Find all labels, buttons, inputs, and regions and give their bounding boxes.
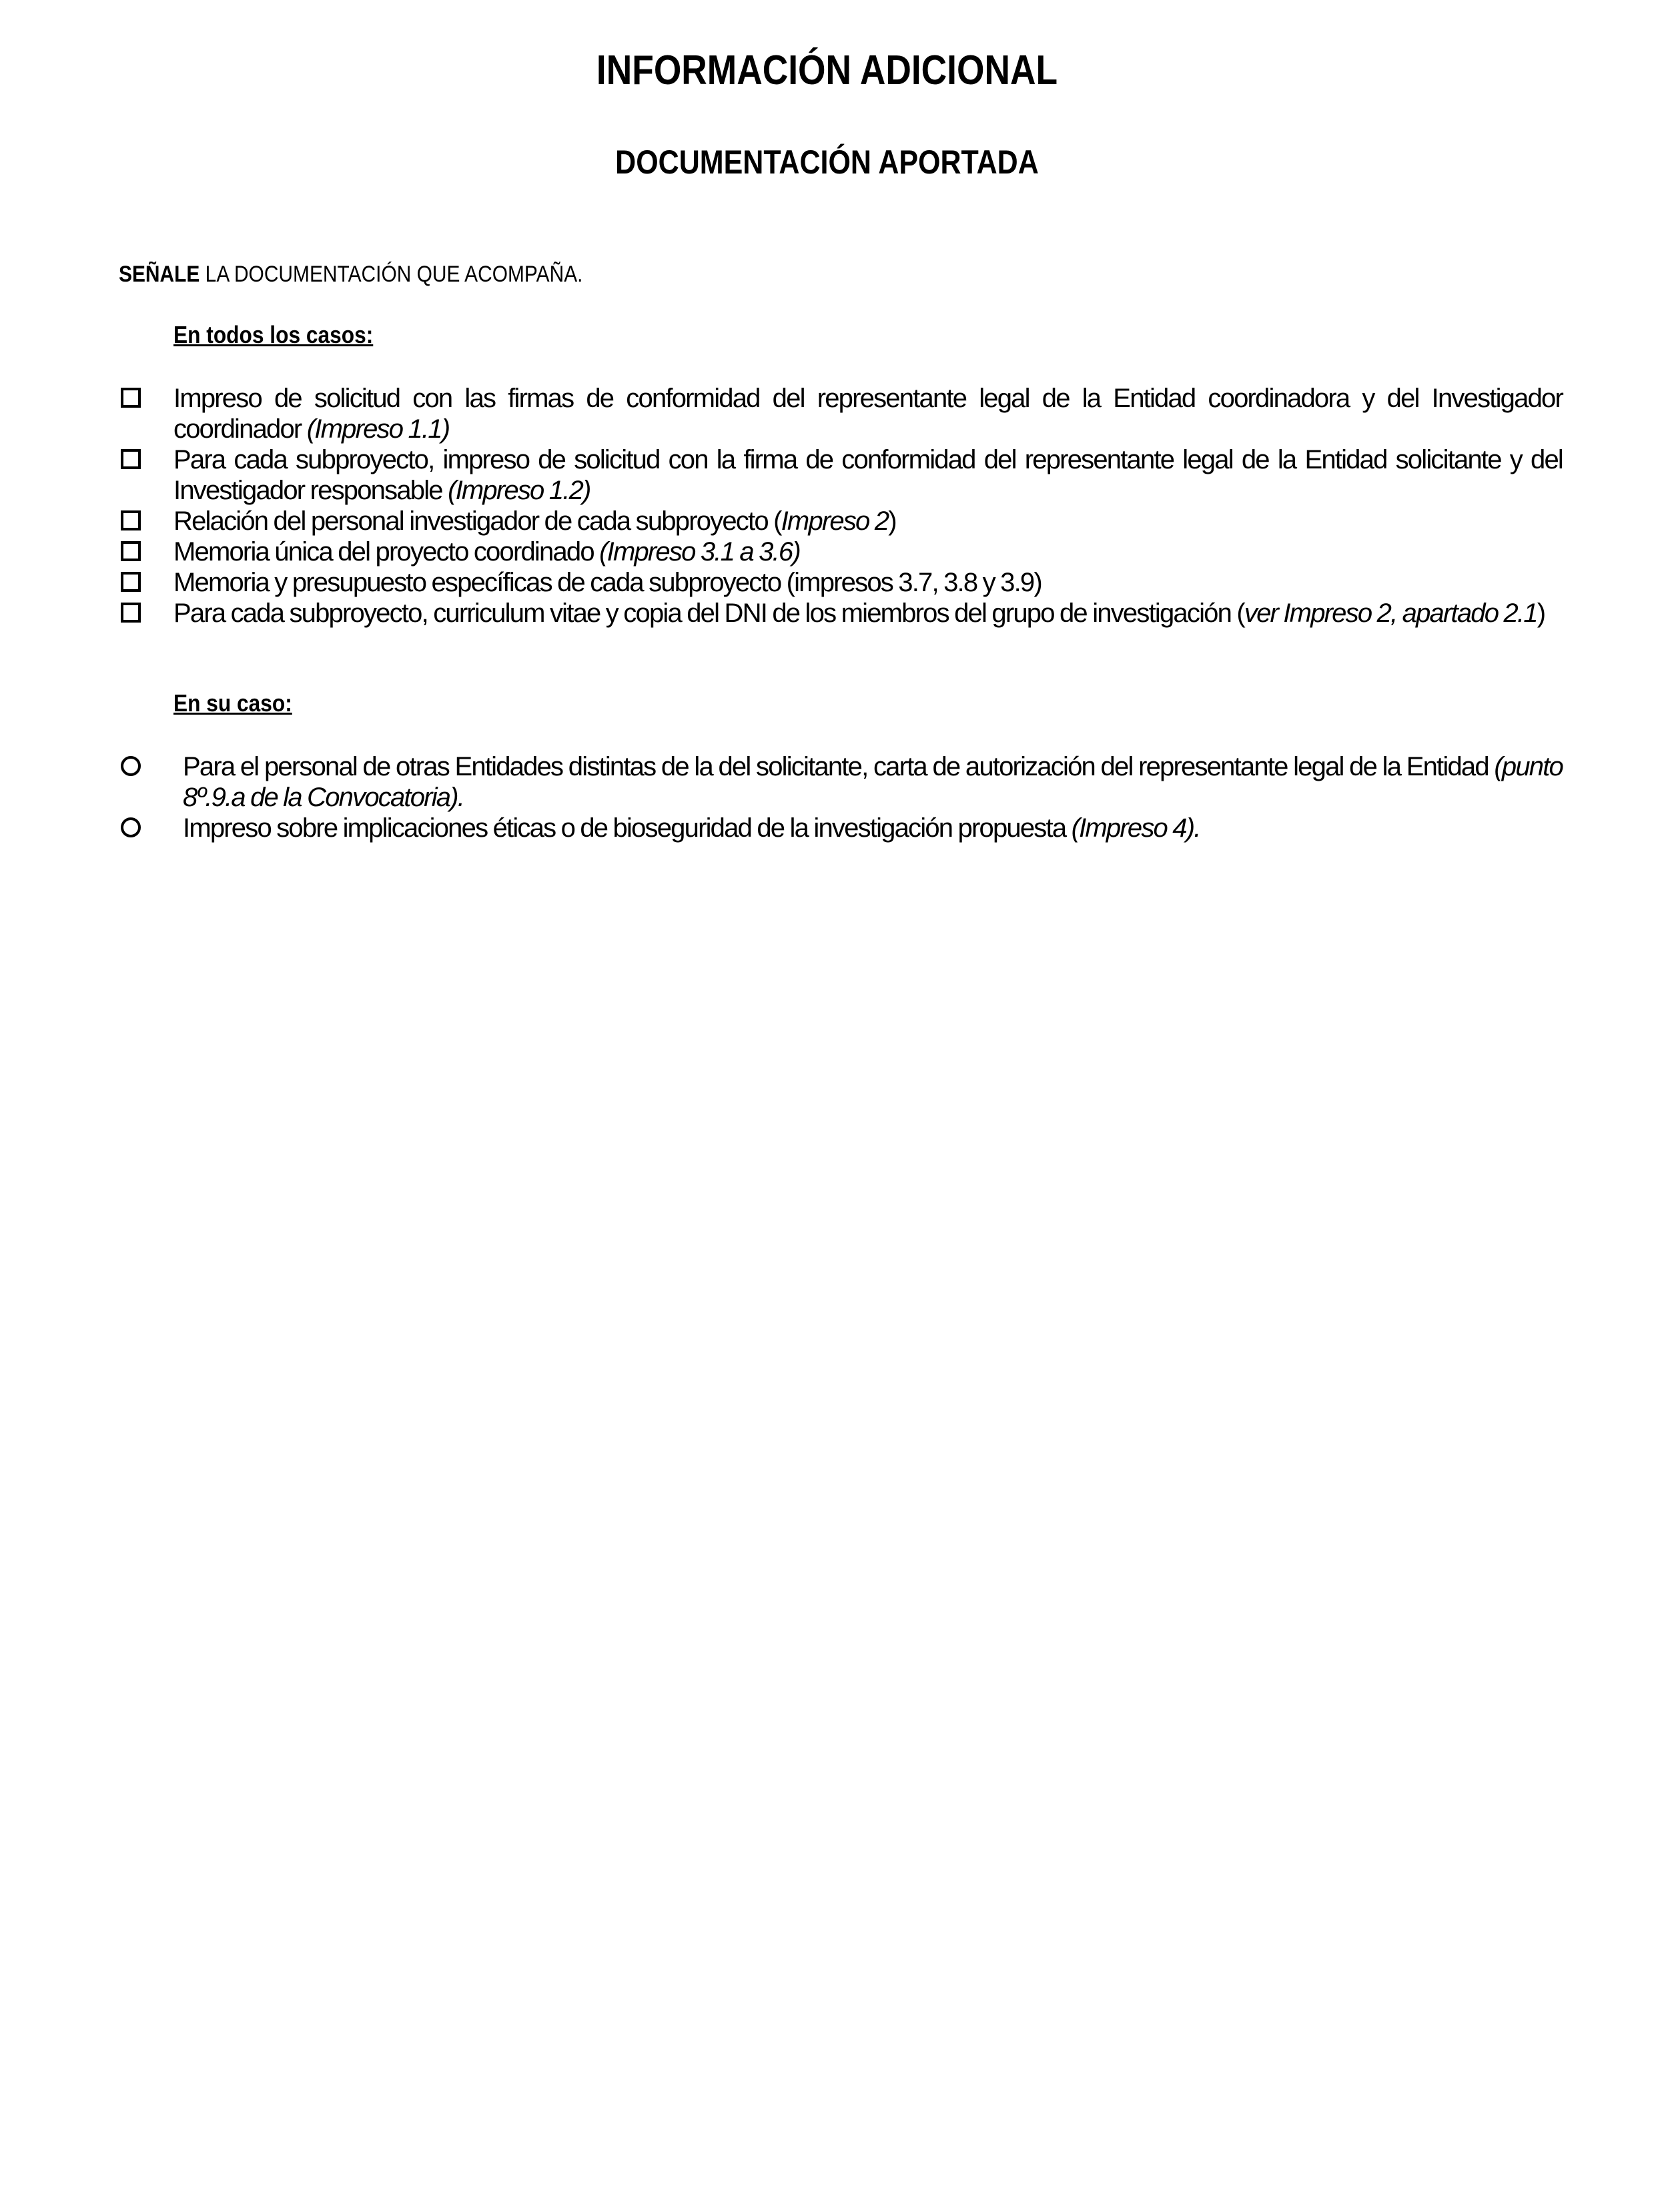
- checklist-item-text: Para cada subproyecto, curriculum vitae y copia del DNI de los miembros del grupo de investigación (ver Impreso 2, apartado 2.1): [173, 599, 1545, 628]
- instruction-rest: LA DOCUMENTACIÓN QUE ACOMPAÑA.: [199, 262, 583, 287]
- checklist-item-text: Memoria y presupuesto específicas de cada subproyecto (impresos 3.7, 3.8 y 3.9): [173, 568, 1042, 597]
- checkbox-icon[interactable]: [121, 572, 141, 592]
- checklist-item-text: Impreso de solicitud con las firmas de conformidad del representante legal de la Entidad coordinadora y del Investigador coordinador (Impreso 1.1): [173, 384, 1563, 444]
- radio-icon[interactable]: [121, 756, 141, 776]
- checklist-item-text: Para cada subproyecto, impreso de solicitud con la firma de conformidad del representante legal de la Entidad solicitante y del Investigador responsable (Impreso 1.2): [173, 445, 1563, 505]
- section-heading-todos: En todos los casos:: [173, 321, 374, 348]
- checkbox-icon[interactable]: [121, 541, 141, 561]
- checkbox-icon[interactable]: [121, 388, 141, 408]
- checkbox-icon[interactable]: [121, 603, 141, 623]
- optional-item-text: Impreso sobre implicaciones éticas o de bioseguridad de la investigación propuesta (Impreso 4).: [183, 813, 1200, 843]
- instruction-bold: SEÑALE: [119, 262, 200, 287]
- checklist-item-text: Relación del personal investigador de cada subproyecto (Impreso 2): [173, 506, 896, 536]
- checkbox-icon[interactable]: [121, 510, 141, 530]
- optional-item-text: Para el personal de otras Entidades distintas de la del solicitante, carta de autorización del representante legal de la Entidad (punto 8º.9.a de la Convocatoria).: [183, 752, 1563, 812]
- checklist-item-text: Memoria única del proyecto coordinado (Impreso 3.1 a 3.6): [173, 537, 800, 567]
- page-subtitle: DOCUMENTACIÓN APORTADA: [615, 143, 1039, 181]
- page-title: INFORMACIÓN ADICIONAL: [596, 47, 1058, 93]
- radio-icon[interactable]: [121, 817, 141, 837]
- instruction-text: [119, 260, 582, 288]
- section-heading-su-caso: En su caso:: [173, 689, 292, 717]
- checkbox-icon[interactable]: [121, 449, 141, 469]
